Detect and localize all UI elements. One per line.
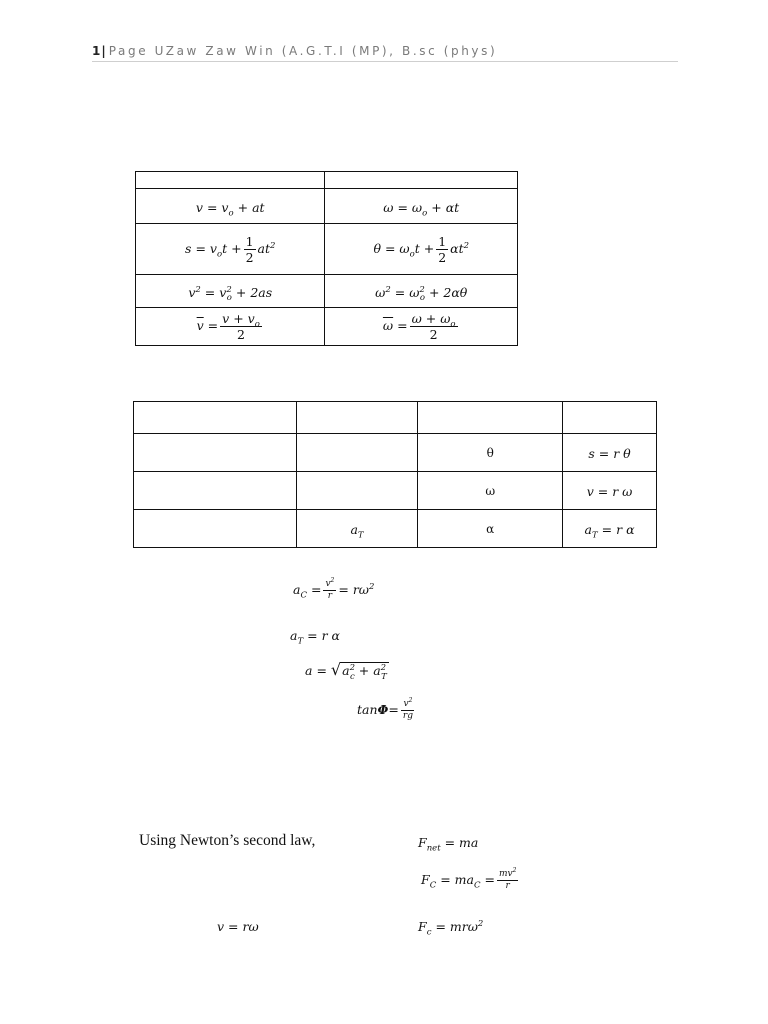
table-row — [136, 275, 518, 308]
kinematics-table — [135, 171, 518, 346]
table-cell — [563, 402, 657, 434]
table-row — [136, 224, 518, 275]
table-row — [136, 308, 518, 346]
average-angular-velocity-equation: $\overline{\omega}$ = $\frac{\omega + \omega_o}{2}$ — [325, 308, 518, 346]
page-number: 1 — [92, 44, 101, 58]
centripetal-acceleration-equation: $a_C$ = $\frac{v^2}{r}$ = $r\omega^2$ — [293, 577, 375, 601]
table-row — [134, 510, 657, 548]
angular-symbol-theta: θ — [418, 434, 563, 472]
linear-velocity-equation: $v = v_o$ + at — [136, 189, 325, 224]
resultant-acceleration-equation: $a = √a^2_c + a^2_T$ — [305, 660, 387, 682]
table-cell — [418, 402, 563, 434]
tangential-acceleration-relation: $a_T = r$ α — [563, 510, 657, 548]
header-separator: | — [101, 44, 106, 58]
banking-angle-equation: tanΦ= $\frac{v^2}{rg}$ — [357, 697, 413, 721]
centripetal-force-omega-equation: $F_c = mr\omega^2$ — [418, 918, 484, 938]
table-cell — [134, 402, 297, 434]
page-header — [92, 44, 678, 62]
tangential-acceleration-symbol: $a_T$ — [296, 510, 418, 548]
average-velocity-equation: $\overline{v}$ = $\frac{v + v_o}{2}$ — [136, 308, 325, 346]
table-cell — [134, 434, 297, 472]
linear-velocity-relation: v = r ω — [563, 472, 657, 510]
linear-angular-relation-table — [133, 401, 657, 548]
linear-velocity-squared-equation: $v^2 = v^2_o + 2as$ — [136, 275, 325, 308]
net-force-equation: $F_{net}$ = ma — [418, 835, 479, 854]
table-cell — [296, 402, 418, 434]
centripetal-force-equation: $F_C = ma_C$ = $\frac{mv^2}{r}$ — [421, 867, 517, 891]
linear-displacement-equation: $s = v_ot$ + $\frac{1}{2}$ $at^2$ — [136, 224, 325, 275]
table-cell — [296, 472, 418, 510]
angular-symbol-omega: ω — [418, 472, 563, 510]
angular-symbol-alpha: α — [418, 510, 563, 548]
table-row — [134, 402, 657, 434]
arc-length-relation: s = r θ — [563, 434, 657, 472]
angular-velocity-squared-equation: $\omega^2 = \omega^2_o + 2\alpha\theta$ — [325, 275, 518, 308]
tangential-acceleration-equation: $a_T = r$ α — [290, 628, 340, 647]
table-row — [136, 189, 518, 224]
speed-equation: v = rω — [217, 919, 259, 934]
table-header-cell — [136, 172, 325, 189]
table-cell — [134, 472, 297, 510]
angular-velocity-equation: $\omega = \omega_o + \alpha t$ — [325, 189, 518, 224]
table-header-cell — [325, 172, 518, 189]
table-cell — [296, 434, 418, 472]
newton-law-label: Using Newton’s second law, — [139, 832, 316, 849]
angular-displacement-equation: $\theta = \omega_ot$ + $\frac{1}{2}$ $\alpha t^2$ — [325, 224, 518, 275]
table-cell — [134, 510, 297, 548]
table-row — [134, 434, 657, 472]
header-text: Page UZaw Zaw Win (A.G.T.I (MP), B.sc (phys) — [108, 44, 498, 58]
table-row — [134, 472, 657, 510]
table-header-row — [136, 172, 518, 189]
